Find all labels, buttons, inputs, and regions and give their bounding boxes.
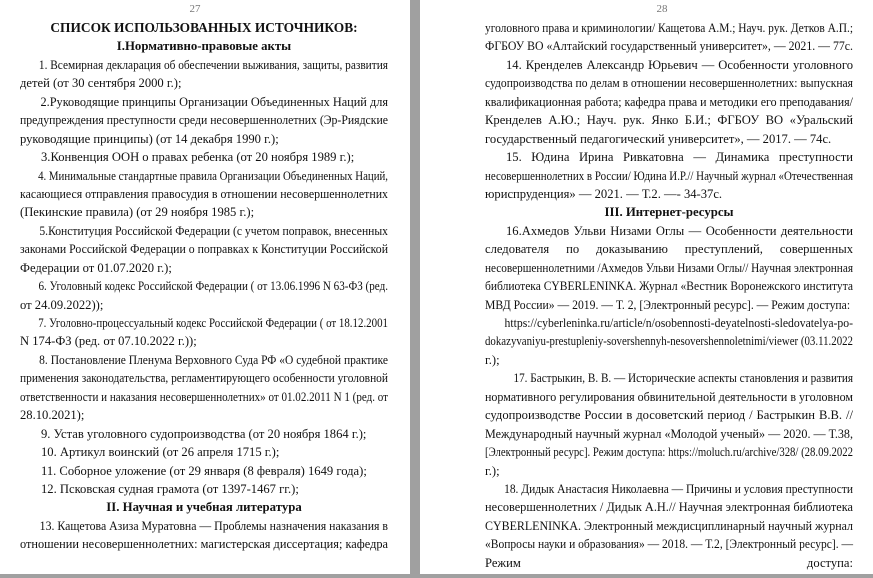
text-line: 12. Псковская судная грамота (от 1397-1467 гг.); bbox=[41, 481, 299, 496]
text-line: г.); bbox=[485, 463, 500, 478]
text-line: 3.Конвенция ООН о правах ребенка (от 20 ноября 1989 г.); bbox=[41, 150, 355, 165]
document-page-28 bbox=[420, 0, 873, 574]
reference-item bbox=[20, 517, 388, 554]
text-line: руководящие принципы) (от 14 декабря 1990 г.); bbox=[20, 131, 279, 146]
text-line: https://cyberleninka.ru/article/n/osobennosti-deyatelnosti-sledovatelya-po- bbox=[504, 316, 853, 330]
text-line: 15. Юдина Ирина Ривкатовна — Динамика преступности bbox=[506, 150, 853, 165]
text-line: 7. Уголовно-процессуальный кодекс Российской Федерации ( от 18.12.2001 bbox=[38, 316, 389, 330]
text-line: следователя по доказыванию преступлений, совершенных bbox=[485, 242, 853, 257]
text-line: 5.Конституция Российской Федерации (с учетом поправок, внесенных bbox=[39, 223, 388, 238]
text-line: Федерации от 01.07.2020 г.); bbox=[20, 260, 172, 275]
reference-item bbox=[485, 222, 853, 314]
reference-item bbox=[20, 425, 388, 443]
text-line: dokazyvaniyu-prestupleniy-sovershennyh-nesovershennoletnimi/viewer (03.11.2022 bbox=[485, 334, 853, 349]
reference-item bbox=[485, 56, 853, 148]
text-line: 14. Кренделев Александр Юрьевич — Особенности уголовного bbox=[506, 57, 853, 72]
page-content bbox=[485, 19, 853, 572]
text-line: несовершеннолетними /Ахмедов Ульви Низами Оглы// Научная электронная bbox=[485, 260, 853, 275]
reference-item bbox=[20, 351, 388, 425]
text-line: судопроизводства по делам в отношении несовершеннолетних: выпускная bbox=[485, 76, 853, 91]
text-line: 11. Соборное уложение (от 29 января (8 февраля) 1649 года); bbox=[41, 463, 367, 478]
text-line: уголовного права и криминологии/ Кащетова А.М.; Науч. рук. Детков А.П.; bbox=[485, 21, 853, 35]
text-line: применения законодательства, регламентирующего особенности уголовной bbox=[20, 371, 388, 386]
section-heading: III. Интернет-ресурсы bbox=[604, 205, 734, 220]
text-line: Международный научный журнал «Молодой ученый» — 2020. — Т.38, bbox=[485, 426, 853, 441]
text-line: Режим доступа: bbox=[485, 555, 853, 570]
text-line: 4. Минимальные стандартные правила Организации Объединенных Наций, bbox=[38, 168, 388, 183]
text-line: ответственности и наказания несовершеннолетних» от 01.02.2011 N 1 (ред. от bbox=[20, 389, 388, 404]
text-line: (Пекинские правила) (от 29 ноября 1985 г.); bbox=[20, 205, 255, 220]
text-line: ФГБОУ ВО «Алтайский государственный университет», — 2021. — 77с. bbox=[485, 39, 853, 54]
text-line: квалификационная работа; кафедра права и методики его преподавания/ bbox=[485, 94, 853, 109]
reference-item bbox=[20, 167, 388, 222]
page-content bbox=[20, 19, 388, 554]
text-line: от 24.09.2022)); bbox=[20, 297, 104, 312]
reference-item bbox=[20, 148, 388, 166]
text-line: несовершеннолетних / Дидык А.Н.// Научная электронная библиотека bbox=[485, 500, 853, 515]
text-line: N 174-ФЗ (ред. от 07.10.2022 г.)); bbox=[20, 334, 197, 349]
document-title: СПИСОК ИСПОЛЬЗОВАННЫХ ИСТОЧНИКОВ: bbox=[50, 20, 358, 35]
text-line: [Электронный ресурс]. Режим доступа: https://moluch.ru/archive/328/ (28.09.2022 bbox=[485, 445, 853, 460]
text-line: отношении несовершеннолетних: магистерская диссертация; кафедра bbox=[20, 537, 388, 552]
text-line: несовершеннолетних в России/ Юдина И.Р.// Научный журнал «Отечественная bbox=[485, 168, 853, 183]
text-line: предупреждения преступности среди несовершеннолетних (Эр-Риядские bbox=[20, 113, 388, 128]
reference-item bbox=[485, 148, 853, 203]
reference-item bbox=[485, 314, 853, 369]
reference-item bbox=[20, 222, 388, 277]
text-line: 17. Бастрыкин, В. В. — Исторические аспекты становления и развития bbox=[513, 371, 853, 386]
reference-item bbox=[20, 277, 388, 314]
text-line: нормативного регулирования обвинительной деятельности в уголовном bbox=[485, 389, 853, 404]
text-line: касающиеся отправления правосудия в отношении несовершеннолетних bbox=[20, 186, 388, 201]
reference-item bbox=[485, 480, 853, 572]
document-page-27 bbox=[0, 0, 410, 574]
text-line: детей (от 30 сентября 2000 г.); bbox=[20, 76, 182, 91]
text-line: 9. Устав уголовного судопроизводства (от 20 ноября 1864 г.); bbox=[41, 426, 367, 441]
text-line: 16.Ахмедов Ульви Низами Оглы — Особенности деятельности bbox=[506, 223, 853, 238]
text-line: 1. Всемирная декларация об обеспечении выживания, защиты, развития bbox=[38, 57, 389, 72]
page-number: 28 bbox=[656, 3, 668, 15]
section-heading: II. Научная и учебная литература bbox=[106, 500, 302, 515]
reference-item bbox=[20, 462, 388, 480]
text-line: г.); bbox=[485, 352, 500, 367]
text-line: библиотека CYBERLENINKA. Журнал «Вестник Воронежского института bbox=[485, 279, 853, 294]
reference-item bbox=[20, 314, 388, 351]
reference-item bbox=[20, 56, 388, 93]
text-line: судопроизводстве России в досоветский период / Бастрыкин В.В. // bbox=[485, 408, 853, 423]
text-line: «Вопросы науки и образования» — 2018. — Т.2, [Электронный ресурс]. — bbox=[485, 537, 853, 552]
reference-item bbox=[20, 443, 388, 461]
text-line: государственный педагогический университет», — 2017. — 74с. bbox=[485, 131, 832, 146]
text-line: 2.Руководящие принципы Организации Объединенных Наций для bbox=[40, 94, 388, 109]
reference-item bbox=[485, 19, 853, 56]
text-line: 13. Кащетова Азиза Муратовна — Проблемы назначения наказания в bbox=[39, 518, 388, 533]
text-line: CYBERLENINKA. Электронный междисциплинарный научный журнал bbox=[485, 518, 853, 533]
reference-item bbox=[20, 93, 388, 148]
section-heading: I.Нормативно-правовые акты bbox=[116, 39, 292, 54]
text-line: 8. Постановление Пленума Верховного Суда РФ «О судебной практике bbox=[39, 352, 389, 367]
reference-item bbox=[485, 369, 853, 480]
text-line: законами Российской Федерации о поправках к Конституции Российской bbox=[20, 242, 388, 257]
text-line: Кренделев А.Ю.; Науч. рук. Янко Б.И.; ФГБОУ ВО «Уральский bbox=[485, 113, 853, 128]
text-line: 28.10.2021); bbox=[20, 408, 85, 423]
text-line: 6. Уголовный кодекс Российской Федерации ( от 13.06.1996 N 63-ФЗ (ред. bbox=[38, 279, 388, 294]
text-line: МВД России» — 2019. — Т. 2, [Электронный ресурс]. — Режим доступа: bbox=[485, 297, 851, 312]
reference-item bbox=[20, 480, 388, 498]
text-line: 10. Артикул воинский (от 26 апреля 1715 г.); bbox=[41, 445, 280, 460]
text-line: 18. Дидык Анастасия Николаевна — Причины и условия преступности bbox=[504, 481, 853, 496]
page-number: 27 bbox=[189, 3, 201, 15]
text-line: юриспруденция» — 2021. — Т.2. —- 34-37с. bbox=[485, 186, 723, 201]
